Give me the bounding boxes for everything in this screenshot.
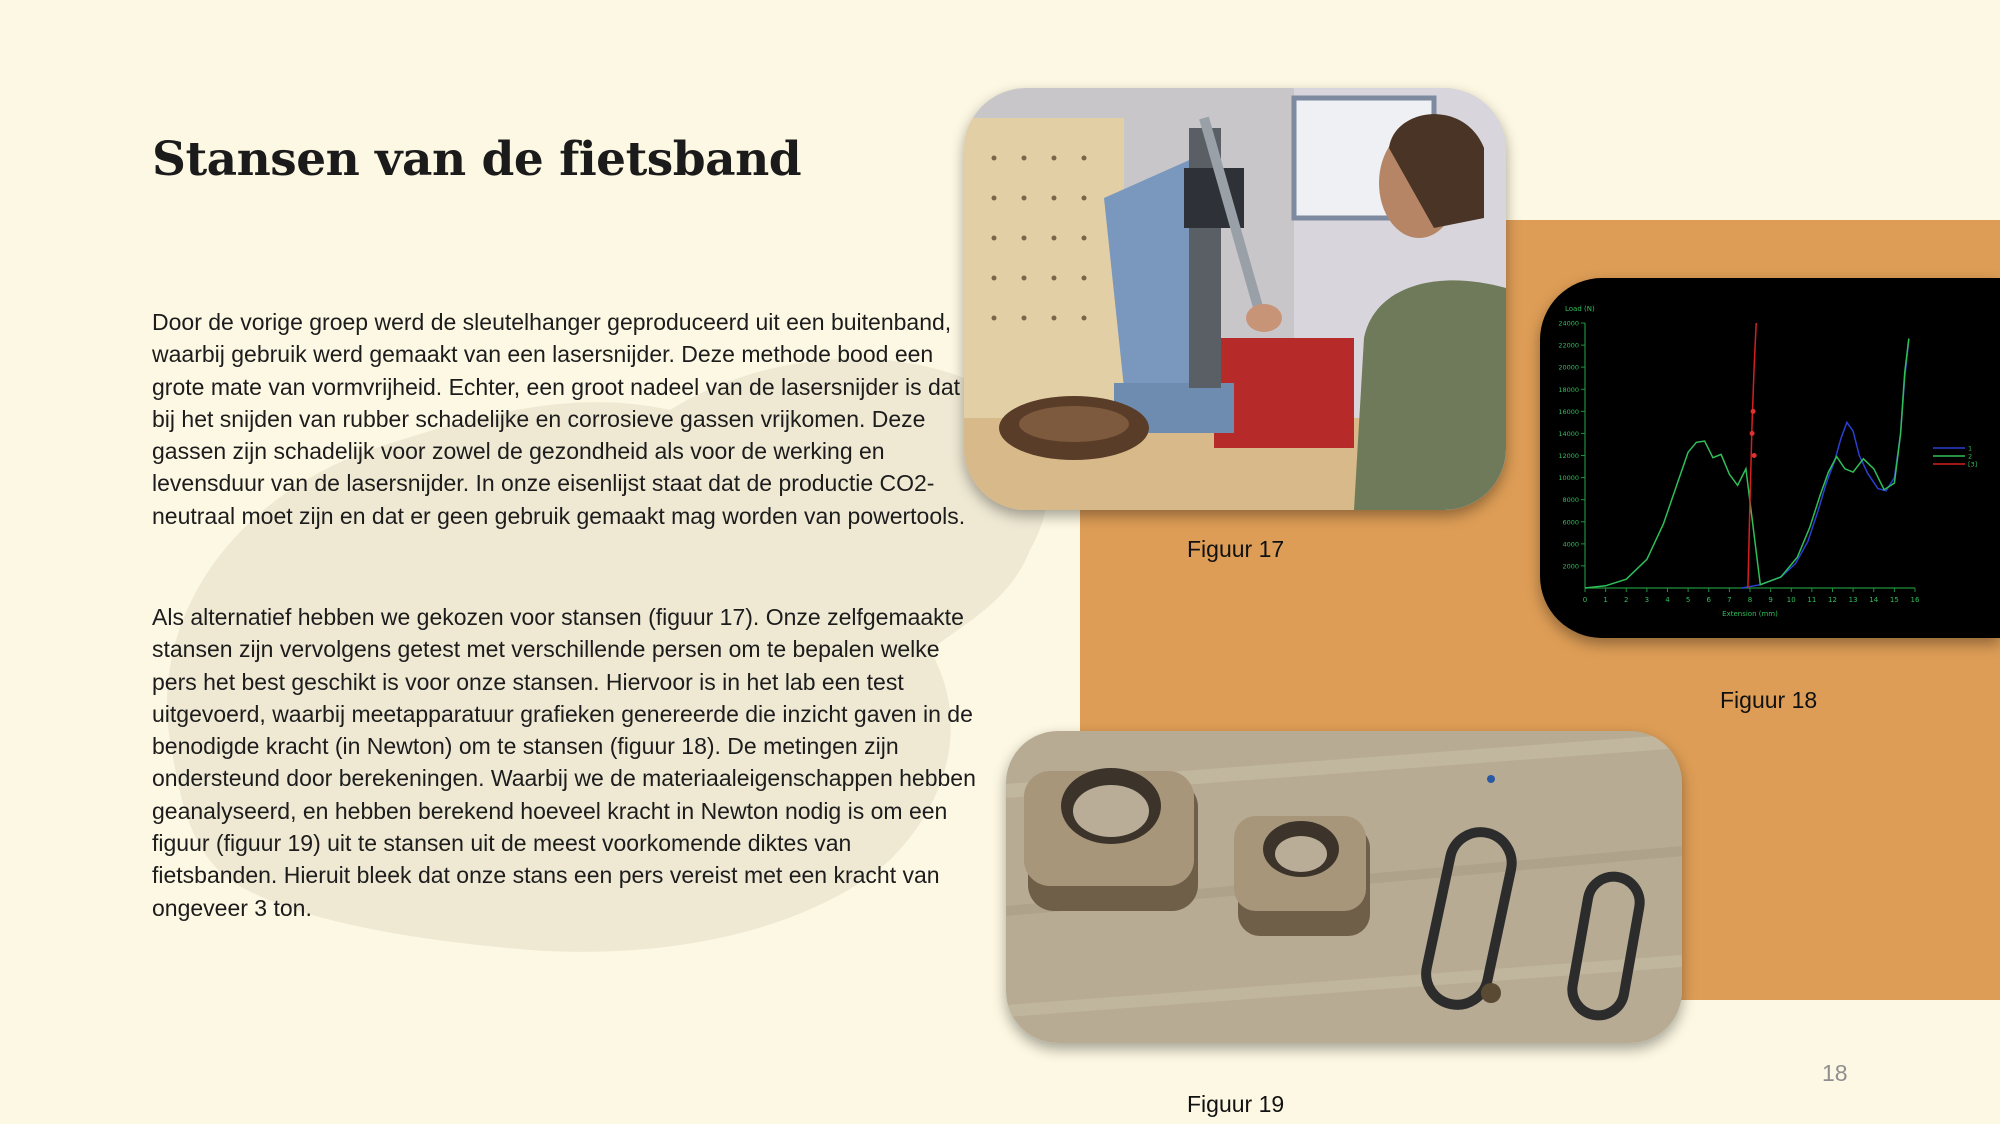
x-tick-label: 6 [1706,596,1711,604]
series-line-1 [1742,340,1909,588]
body-paragraph: Als alternatief hebben we gekozen voor stansen (figuur 17). Onze zelfgemaakte stansen zijn vervolgens getest met verschillende persen om te bepalen welke pers het best geschikt is voor onze stansen. Hiervoor is in het lab een test uitgevoerd, waarbij meetapparatuur grafieken genereerde die inzicht gaven in de benodigde kracht (in Newton) om te stansen (figuur 18). De metingen zijn ondersteund door berekeningen. Waarbij we de materiaaleigenschappen hebben geanalyseerd, en hebben berekend hoeveel kracht in Newton nodig is om een figuur (figuur 19) uit te stansen uit de meest voorkomende diktes van fietsbanden. Hieruit bleek dat onze stans een pers vereist met een kracht van ongeveer 3 ton. [152,604,976,921]
figure-18-chart [1540,278,2000,638]
figure-17-caption: Figuur 17 [1187,536,1285,562]
x-tick-label: 4 [1665,596,1670,604]
x-tick-label: 14 [1869,596,1879,604]
x-tick-label: 7 [1727,596,1732,604]
x-tick-label: 1 [1603,596,1608,604]
series-marker [1752,453,1757,458]
y-tick-label: 24000 [1558,319,1579,328]
y-tick-label: 4000 [1562,540,1579,549]
load-extension-chart [1540,278,2000,638]
x-tick-label: 12 [1828,596,1837,604]
x-tick-label: 15 [1889,596,1899,604]
series-marker [1751,409,1756,414]
x-tick-label: 9 [1768,596,1773,604]
x-tick-label: 16 [1910,596,1920,604]
x-tick-label: 11 [1807,596,1817,604]
page-title: Stansen van de fietsband [152,132,802,187]
x-axis-label: Extension (mm) [1722,610,1778,618]
y-tick-label: 22000 [1558,341,1579,350]
x-tick-label: 3 [1644,596,1650,604]
figure-19-caption: Figuur 19 [1187,1091,1285,1117]
y-tick-label: 16000 [1558,407,1579,416]
legend-label: 1 [1968,444,1973,453]
y-tick-label: 10000 [1558,474,1579,483]
x-tick-label: 13 [1848,596,1858,604]
figure-19-punches-photo [1006,731,1682,1043]
y-axis-label: Load (N) [1565,305,1595,313]
page-number: 18 [1822,1060,1848,1086]
y-tick-label: 12000 [1558,452,1579,460]
body-paragraph: Door de vorige groep werd de sleutelhanger geproduceerd uit een buitenband, waarbij gebruik werd gemaakt van een lasersnijder. Deze methode bood een grote mate van vormvrijheid. Echter, een groot nadeel van de lasersnijder is dat bij het snijden van rubber schadelijke en corrosieve gassen vrijkomen. Deze gassen zijn schadelijk voor zowel de gezondheid als voor de werking en levensduur van de lasersnijder. In onze eisenlijst staat dat de productie CO2-neutraal moet zijn en dat er geen gebruik gemaakt mag worden van powertools. [152,309,966,529]
y-tick-label: 18000 [1558,385,1579,394]
x-tick-label: 8 [1747,596,1753,604]
y-tick-label: 20000 [1558,363,1579,372]
y-tick-label: 8000 [1562,496,1579,505]
figure-17-press-photo [964,88,1506,510]
figure-18-caption: Figuur 18 [1720,687,1818,713]
legend-label: 2 [1968,452,1973,461]
x-tick-label: 10 [1786,596,1796,604]
series-line-2 [1585,339,1909,589]
x-tick-label: 5 [1685,596,1691,604]
x-tick-label: 2 [1624,596,1629,604]
series-marker [1750,431,1755,436]
y-tick-label: 2000 [1562,562,1579,571]
legend-label: [3] [1968,460,1978,469]
y-tick-label: 6000 [1562,518,1579,527]
y-tick-label: 14000 [1558,429,1579,438]
x-tick-label: 0 [1582,596,1588,604]
